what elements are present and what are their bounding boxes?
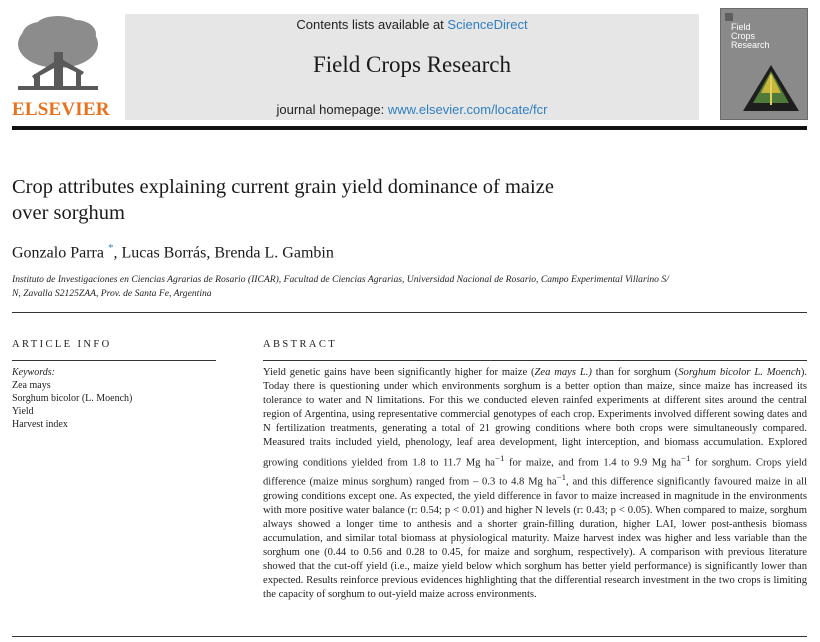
journal-name: Field Crops Research [312,52,511,77]
publisher-wordmark: ELSEVIER [12,99,110,120]
author-name-corresponding[interactable]: Gonzalo Parra [12,244,104,262]
corresponding-author-marker[interactable]: * [107,242,114,254]
keywords-label: Keywords: [12,367,55,378]
species-name-maize: Zea mays L.) [534,367,592,378]
keyword-list [12,379,132,431]
article-title: Crop attributes explaining current grain yield dominance of maize over sorghum [12,176,554,224]
author-list [12,242,334,262]
affiliation: Instituto de Investigaciones en Ciencias Agrarias de Rosario (IICAR), Facultad de Ciencias Agrarias, Universidad Nacional de Rosario, Campo Experimental Villarino S/ N, Zavalla S2125ZAA, Prov. de Santa Fe, Argentina [12,274,669,299]
sciencedirect-link[interactable]: ScienceDirect [447,17,528,32]
keyword: Harvest index [12,419,68,430]
keyword: Zea mays [12,380,51,391]
cover-title: Field Crops Research [731,22,770,50]
contents-prefix: Contents lists available at [296,17,448,32]
header-divider [12,126,807,130]
contents-available-line [125,17,699,32]
journal-homepage-line [125,102,699,117]
article-info-heading: ARTICLE INFO [12,339,112,350]
abstract-bottom-divider [12,636,807,637]
author-names-rest: , Lucas Borrás, Brenda L. Gambin [113,244,334,262]
abstract-divider [263,360,807,361]
article-info-divider [12,360,216,361]
journal-homepage-link[interactable]: www.elsevier.com/locate/fcr [387,102,548,117]
keyword: Yield [12,406,34,417]
abstract-heading: ABSTRACT [263,339,338,350]
abstract-text: Yield genetic gains have been significantly higher for maize (Zea mays L.) than for sorghum (Sorghum bicolor L. Moench). Today there is questioning under which environments sorghum is a better option than maize, since maize has increased its tolerance to water and N limitations. For this we conducted eleven rainfed experiments at different sites around the central region of Argentina, using representative commercial genotypes of each crop. Experiments involved different sowing dates and N fertilization treatments, generating a total of 21 growing conditions where both crops were simultaneously compared. Measured traits included yield, phenology, leaf area development, light interception, and biomass accumulation. Explored growing conditions yielded from 1.8 to 11.7 Mg $ha^{-1}$ for maize, and from 1.4 to 9.9 Mg $ha^{-1}$ for sorghum. Crops yield difference (maize minus sorghum) ranged from – 0.3 to 4.8 Mg $ha^{-1}$, and this difference significantly favoured maize in all growing conditions except one. As expected, the yield difference in favor to maize increased in magnitude in the environments with more positive water balance (r: 0.54; p < 0.01) and higher N levels (r: 0.43; p < 0.05). When compared to maize, sorghum always showed a longer time to anthesis and a shorter grain-filling duration, higher LAI, lower post-anthesis biomass accumulation, and similar total biomass at physiological maturity. Maize harvest index was higher and less variable than the sorghum one (0.44 to 0.56 and 0.28 to 0.45, for maize and sorghum, respectively). A comparison with previous literature showed that the cut-off yield (i.e., maize yield below which sorghum has better yield performance) is significantly lower than expected. Results reinforce previous evidences highlighting that the differential research investment in the two crops is limiting the capacity of sorghum to out-yield maize across environments. [263,367,808,601]
species-name-sorghum: Sorghum bicolor L. Moench [678,367,801,378]
cover-artwork [741,61,801,115]
elsevier-tree-logo [12,14,104,98]
cover-publisher-mark [725,13,733,21]
journal-cover-thumbnail[interactable] [720,8,808,120]
homepage-prefix: journal homepage: [276,102,388,117]
keyword: Sorghum bicolor (L. Moench) [12,393,133,404]
title-section-divider [12,312,807,313]
